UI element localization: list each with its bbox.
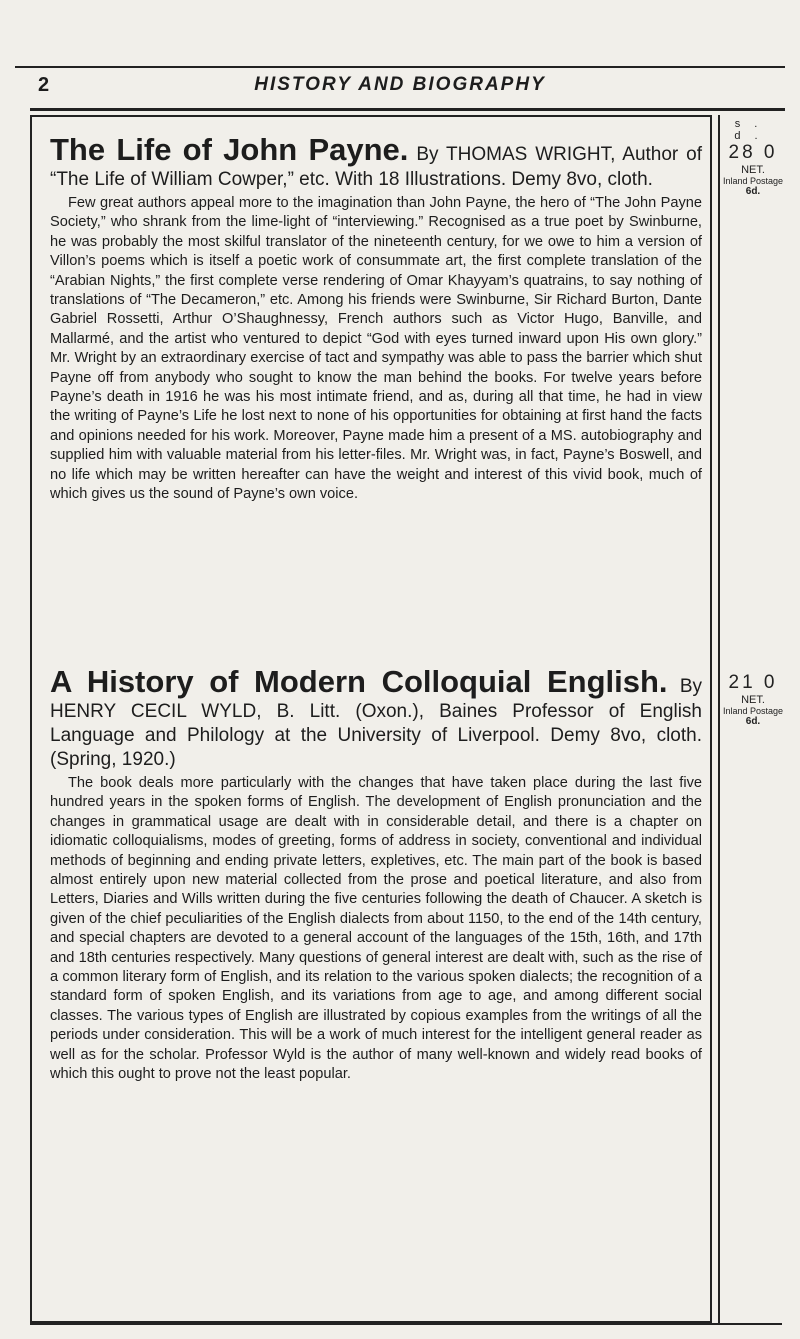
book-entry [50, 132, 702, 505]
book-title: A History of Modern Colloquial English. [50, 664, 668, 699]
price-box [722, 118, 784, 197]
book-description: The book deals more particularly with the changes that have taken place during the last five hundred years in the spoken forms of English. The development of English pronunciation and the changes in grammatical usage are dealt with in considerable detail, and there is a chapter on idiomatic colloquialisms, modes of greeting, forms of address in society, conventional and individual methods of beginning and ending private letters, expletives, etc. The main part of the book is based almost entirely upon new material collected from the prose and poetical literature, and also from Letters, Diaries and Wills written during the five centuries following the death of Chaucer. A sketch is given of the chief peculiarities of the English dialects from about 1150, to the end of the 14th century, and special chapters are devoted to a general account of the languages of the 15th, 16th, and 17th and 18th centuries respectively. Many questions of general interest are dealt with, such as the rise of a common literary form of English, and its relation to the various spoken dialects; the recognition of a standard form of spoken English, and its variations from age to age, and among different social classes. The various types of English are illustrated by copious examples from the writings of all the periods under consideration. This will be a work of much interest for the intelligent general reader as well as for the scholar. Professor Wyld is the author of many well-known and widely read books of which this ought to prove not the least popular. [50, 775, 702, 1083]
price-amount: 28 0 [728, 142, 778, 163]
page-number: 2 [38, 74, 50, 96]
price-net: NET. [741, 164, 765, 176]
running-head [15, 72, 785, 106]
postage-label: Inland Postage [722, 706, 784, 716]
entry-header [50, 132, 702, 192]
top-rule [15, 66, 785, 68]
price-column-rule [718, 115, 720, 1323]
postage-label: Inland Postage [722, 176, 784, 186]
book-byline: By THOMAS WRIGHT, Author of “The Life of William Cowper,” etc. With 18 Illustrations. Demy 8vo, cloth. [50, 144, 702, 190]
header-rule [30, 108, 785, 111]
book-byline: By HENRY CECIL WYLD, B. Litt. (Oxon.), Baines Professor of English Language and Philology at the University of Liverpool. Demy 8vo, cloth. (Spring, 1920.) [50, 676, 702, 770]
price-box [722, 672, 784, 727]
section-title: HISTORY AND BIOGRAPHY [254, 74, 546, 95]
price-net: NET. [741, 694, 765, 706]
book-entry [50, 664, 702, 1085]
entry-header [50, 664, 702, 772]
book-title: The Life of John Payne. [50, 132, 409, 167]
price-amount: 21 0 [728, 672, 778, 693]
postage-amount: 6d. [745, 716, 761, 727]
postage-amount: 6d. [745, 186, 761, 197]
bottom-rule [30, 1323, 782, 1325]
book-description: Few great authors appeal more to the imagination than John Payne, the hero of “The John Payne Society,” who shrank from the lime-light of “interviewing.” Recognised as a true poet by Swinburne, he was probably the most skilful translator of the nineteenth century, for we owe to him a version of Villon’s poems which is itself a poetic work of consummate art, the first complete translation of the “Arabian Nights,” the first complete verse rendering of Omar Khayyam’s quatrains, to say nothing of translations of “The Decameron,” etc. Among his friends were Swinburne, Sir Richard Burton, Dante Gabriel Rossetti, Arthur O’Shaughnessy, French authors such as Victor Hugo, Banville, and Mallarmé, and the artist who ventured to depict “God with eyes turned inward upon His own glory.” Mr. Wright by an extraordinary exercise of tact and sympathy was able to pass the barrier which shut Payne off from anybody who sought to know the man behind the books. For twelve years before Payne’s death in 1916 he was his most intimate friend, and as, during all that time, he had in view the writing of Payne’s Life he lost next to none of his opportunities for obtaining at first hand the facts and opinions needed for his work. Moreover, Payne made him a present of a MS. autobiography and supplied him with valuable material from his letter-files. Mr. Wright was, in fact, Payne’s Boswell, and no life which may be written hereafter can have the weight and interest of this vivid book, much of which gives us the sound of Payne’s own voice. [50, 195, 702, 503]
price-units-header: s. d. [734, 118, 772, 142]
